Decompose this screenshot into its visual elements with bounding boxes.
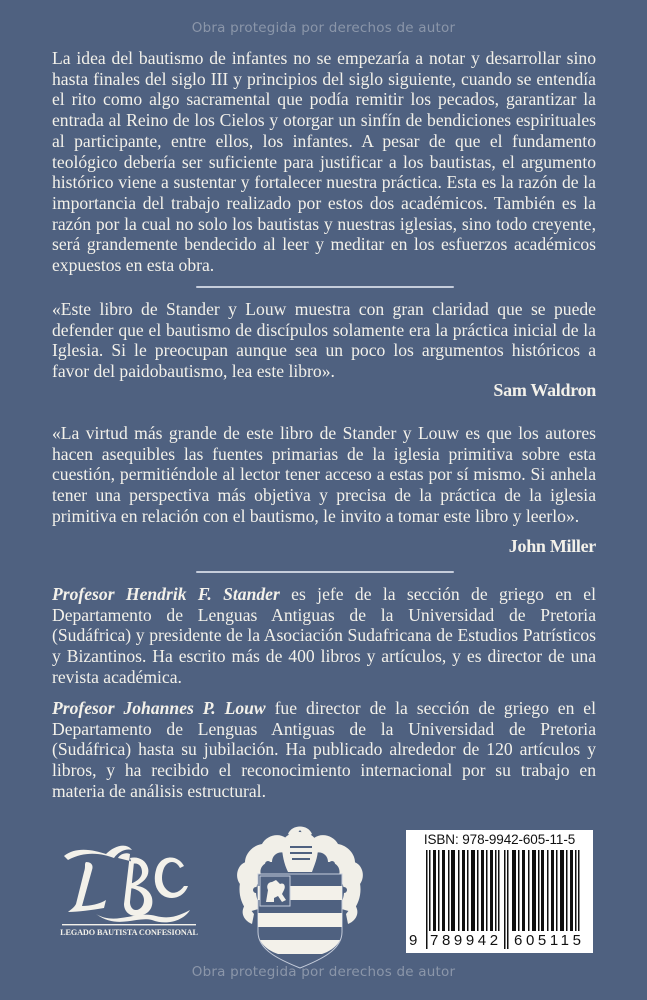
endorsement-quote-1: «Este libro de Stander y Louw muestra con gran claridad que se puede defender que el bautismo de discípulos solamente era la práctica inicial de la Iglesia. Si le preocupan aunque sea un poco los argumentos históricos a favor del paidobautismo, lea este libro». <box>52 299 596 382</box>
author-name: Profesor Johannes P. Louw <box>52 698 266 718</box>
author-bio-text: fue director de la sección de griego en el Departamento de Lenguas Antiguas de la Universidad de Pretoria (Sudáfrica) hasta su jubilación. Ha publicado alrededor de 120 artículos y libros, y ha recibido el reconocimiento internacional por su trabajo en materia de análisis estructural. <box>52 698 597 801</box>
copyright-watermark-top: Obra protegida por derechos de autor <box>191 20 456 36</box>
barcode-digits-left: 789942 <box>430 932 502 949</box>
endorsement-author-2: John Miller <box>508 536 596 556</box>
barcode-digits-right: 605115 <box>514 932 585 949</box>
isbn-barcode <box>406 830 593 953</box>
lbc-monogram-icon <box>56 840 202 928</box>
author-name: Profesor Hendrik F. Stander <box>52 584 280 604</box>
intro-paragraph: La idea del bautismo de infantes no se empezaría a notar y desarrollar sino hasta finales del siglo III y principios del siglo siguiente, cuando se entendía el rito como algo sacramental que podía remitir los pecados, garantizar la entrada al Reino de los Cielos y otorgar un sinfín de bendiciones espirituales al participante, entre ellos, los infantes. A pesar de que el fundamento teológico debería ser suficiente para justificar a los bautistas, el argumento histórico viene a sustentar y fortalecer nuestra práctica. Esta es la razón de la importancia del trabajo realizado por estos dos académicos. También es la razón por la cual no solo los bautistas y nuestras iglesias, sino todo creyente, será grandemente bendecido al leer y meditar en los esfuerzos académicos expuestos en esta obra. <box>52 48 596 276</box>
publisher-logo <box>56 840 202 955</box>
author-bio-1 <box>52 584 596 688</box>
copyright-watermark-bottom: Obra protegida por derechos de autor <box>191 964 456 980</box>
author-bio-2 <box>52 698 596 802</box>
section-divider <box>196 571 454 573</box>
publisher-name: LEGADO BAUTISTA CONFESIONAL <box>60 928 198 937</box>
endorsement-author-1: Sam Waldron <box>493 380 596 400</box>
barcode-digit-first: 9 <box>409 932 421 949</box>
author-bio-text: es jefe de la sección de griego en el Departamento de Lenguas Antiguas de la Universidad de Pretoria (Sudáfrica) y presidente de la Asociación Sudafricana de Estudios Patrísticos y Bizantinos. Ha escrito más de 400 libros y artículos, y es director de una revista académica. <box>52 584 596 687</box>
endorsement-quote-2: «La virtud más grande de este libro de Stander y Louw es que los autores hacen asequibles las fuentes primarias de la iglesia primitiva sobre esta cuestión, permitiéndole al lector tener acceso a estas por sí mismo. Si anhela tener una perspectiva más objetiva y precisa de la práctica de la iglesia primitiva en relación con el bautismo, le invito a tomar este libro y leerlo». <box>52 423 596 526</box>
coat-of-arms-icon <box>232 824 368 970</box>
section-divider <box>196 286 454 288</box>
isbn-label: ISBN: 978-9942-605-11-5 <box>423 832 576 847</box>
